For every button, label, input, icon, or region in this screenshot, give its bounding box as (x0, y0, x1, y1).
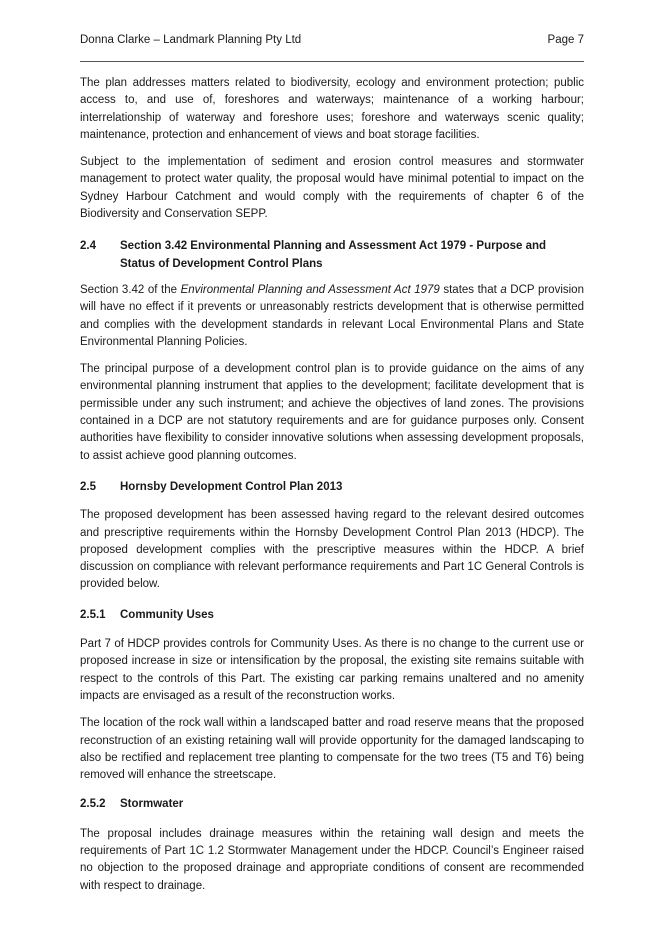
header-author: Donna Clarke – Landmark Planning Pty Ltd (80, 34, 302, 46)
text-run: DCP provision will have no effect if it prevents or unreasonably restricts development that is otherwise permitted and complies with the development standards in relevant Local Environmental Plans and State Environmental Planning Policies. (80, 283, 584, 348)
page-header (80, 32, 584, 48)
section-paragraph: The principal purpose of a development control plan is to provide guidance on the aims of any environmental planning instrument that applies to the development; facilitate development that is permissible under any such instrument; and achieve the objectives of land zones. The provisions contained in a DCP are not statutory requirements and are for guidance purposes only. Consent authorities have flexibility to consider innovative solutions when assessing development proposals, to assist achieve good planning outcomes. (80, 363, 584, 462)
intro-paragraph: Subject to the implementation of sediment and erosion control measures and stormwater management to protect water quality, the proposal would have minimal potential to impact on the Sydney Harbour Catchment and would comply with the requirements of chapter 6 of the Biodiversity and Conservation SEPP. (80, 156, 584, 221)
act-title: Environmental Planning and Assessment Act 1979 (180, 283, 440, 296)
subsection-title: Community Uses (120, 608, 214, 621)
section-heading (80, 238, 584, 273)
text-run: states that (439, 283, 501, 296)
intro-paragraph: The plan addresses matters related to biodiversity, ecology and environment protection; public access to, and use of, foreshores and waterways; maintenance of a working harbour; interrelationship of waterway and foreshore uses; foreshore and waterways scenic quality; maintenance, protection and enhancement of views and boat storage facilities. (80, 77, 584, 141)
page-number: Page 7 (547, 34, 584, 46)
section-heading (80, 479, 584, 496)
section-number: 2.5 (80, 480, 96, 493)
header-rule (80, 61, 584, 62)
text-run: Section 3.42 of the (80, 283, 181, 296)
subsection-number: 2.5.1 (80, 608, 106, 621)
section-paragraph: Part 7 of HDCP provides controls for Community Uses. As there is no change to the current use or proposed increase in size or intensification by the proposal, the existing site remains suitable with respect to the controls of this Part. The existing car parking remains unaltered and no amenity impacts are envisaged as a result of the reconstruction works. (80, 638, 584, 702)
subsection-heading (80, 607, 584, 624)
section-title: Hornsby Development Control Plan 2013 (120, 480, 343, 493)
subsection-heading (80, 796, 584, 813)
section-paragraph: The proposed development has been assessed having regard to the relevant desired outcomes and prescriptive requirements within the Hornsby Development Control Plan 2013 (HDCP). The proposed development complies with the prescriptive measures within the HDCP. A brief discussion on compliance with relevant performance requirements and Part 1C General Controls is provided below. (80, 509, 584, 591)
subsection-number: 2.5.2 (80, 798, 106, 811)
section-paragraph: The proposal includes drainage measures within the retaining wall design and meets the requirements of Part 1C 1.2 Stormwater Management under the HDCP. Council’s Engineer raised no objection to the proposed drainage and appropriate conditions of consent are recommended with respect to drainage. (80, 827, 584, 892)
subsection-title: Stormwater (120, 798, 184, 811)
section-paragraph: The location of the rock wall within a landscaped batter and road reserve means that the proposed reconstruction of an existing retaining wall will provide opportunity for the damaged landscaping to also be rectified and replacement tree planting to compensate for the two trees (T5 and T6) being removed will enhance the streetscape. (80, 717, 584, 782)
section-paragraph (80, 282, 584, 351)
section-title: Section 3.42 Environmental Planning and Assessment Act 1979 - Purpose and Status of Development Control Plans (120, 240, 547, 270)
text-run-italic: a (500, 283, 507, 296)
page-body (80, 75, 584, 905)
section-number: 2.4 (80, 240, 96, 253)
